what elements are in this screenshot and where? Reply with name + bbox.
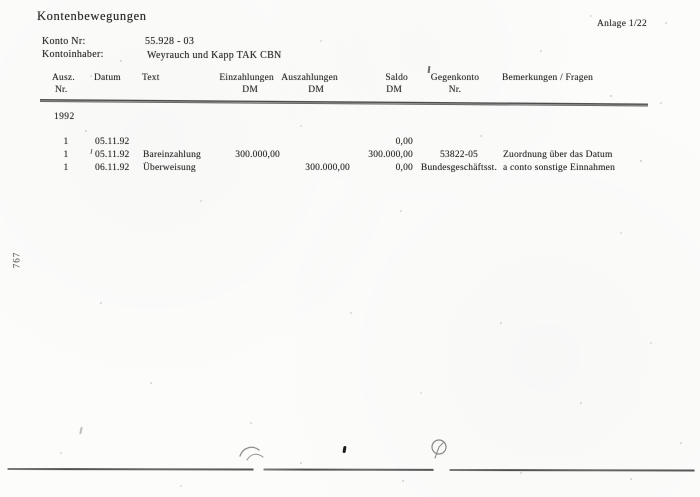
cell-text: Überweisung [143,163,196,173]
cell-gegenkonto: 53822-05 [439,150,478,160]
col-header-auszahlungen: Auszahlungen [281,73,338,83]
cell-saldo: 300.000,00 [368,150,413,160]
cell-text: Bareinzahlung [143,150,201,160]
cell-datum: 06.11.92 [95,163,130,173]
kontoinhaber-label: Kontoinhaber: [42,49,104,60]
scanline-segment [450,469,695,472]
col-header-gegenkonto: Gegenkonto [430,73,480,83]
scanline-segment [264,469,434,471]
margin-page-number: 767 [11,251,22,269]
col-header-saldo-dm: DM [386,85,402,95]
cell-ausz-nr: 1 [63,150,69,160]
col-header-auszahlungen-dm: DM [308,85,324,95]
col-header-einzahlungen: Einzahlungen [219,73,274,83]
cell-einzahlungen: 300.000,00 [235,150,280,160]
cell-bemerkungen: a conto sonstige Einnahmen [503,163,616,173]
col-header-bemerkungen: Bemerkungen / Fragen [502,73,594,83]
cell-saldo: 0,00 [395,163,413,173]
col-header-saldo: Saldo [385,73,408,83]
konto-nr-label: Konto Nr: [42,36,86,47]
cell-datum: 05.11.92 [95,150,130,160]
col-header-gegenkonto-nr: Nr. [448,85,462,95]
cell-gegenkonto: Bundesgeschäftsst. [420,163,498,173]
col-header-text: Text [142,73,160,83]
year-label: 1992 [54,112,75,122]
page-title: Kontenbewegungen [37,9,147,23]
cell-saldo: 0,00 [395,137,413,147]
cell-bemerkungen: Zuordnung über das Datum [503,150,613,160]
cell-auszahlungen: 300.000,00 [305,163,350,173]
cell-ausz-nr: 1 [63,163,69,173]
scanline-segment [8,468,254,471]
kontoinhaber-value: Weyrauch und Kapp TAK CBN [147,50,282,61]
cell-datum: 05.11.92 [95,137,130,147]
col-header-ausz: Ausz. [52,73,75,83]
col-header-ausz-nr: Nr. [55,85,68,95]
col-header-einzahlungen-dm: DM [242,85,258,95]
cell-ausz-nr: 1 [63,137,69,147]
konto-nr-value: 55.928 - 03 [145,36,195,47]
annex-label: Anlage 1/22 [597,19,647,29]
col-header-datum: Datum [94,73,121,83]
